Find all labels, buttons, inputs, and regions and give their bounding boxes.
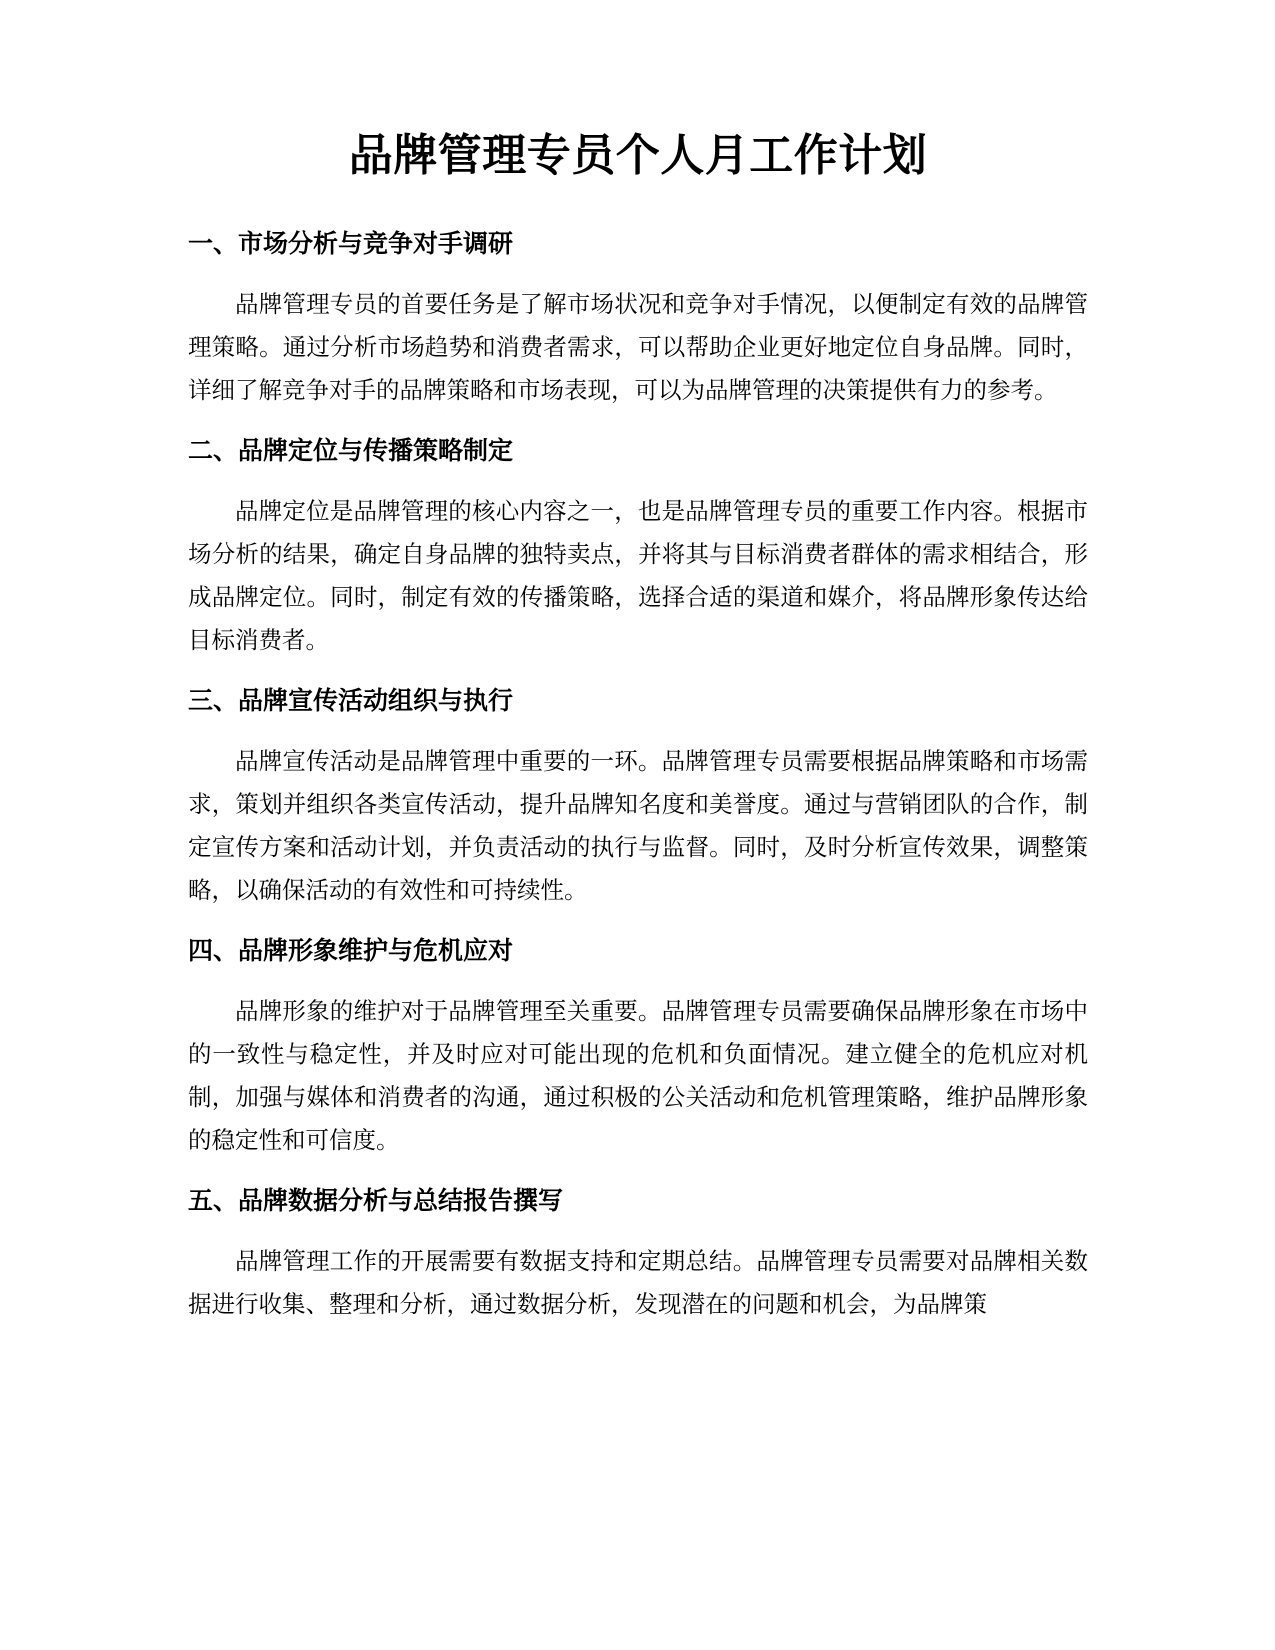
section-market-analysis (188, 229, 1088, 412)
section-heading: 三、品牌宣传活动组织与执行 (188, 685, 514, 715)
document-title: 品牌管理专员个人月工作计划 (348, 130, 928, 181)
section-paragraph: 品牌定位是品牌管理的核心内容之一，也是品牌管理专员的重要工作内容。根据市场分析的结果，确定自身品牌的独特卖点，并将其与目标消费者群体的需求相结合，形成品牌定位。同时，制定有效的传播策略，选择合适的渠道和媒介，将品牌形象传达给目标消费者。 (188, 496, 1088, 654)
section-heading: 四、品牌形象维护与危机应对 (188, 935, 514, 965)
section-brand-image-crisis (188, 936, 1088, 1162)
section-brand-campaigns (188, 686, 1088, 912)
section-paragraph: 品牌宣传活动是品牌管理中重要的一环。品牌管理专员需要根据品牌策略和市场需求，策划并组织各类宣传活动，提升品牌知名度和美誉度。通过与营销团队的合作，制定宣传方案和活动计划，并负责活动的执行与监督。同时，及时分析宣传效果，调整策略，以确保活动的有效性和可持续性。 (188, 746, 1088, 904)
section-paragraph: 品牌形象的维护对于品牌管理至关重要。品牌管理专员需要确保品牌形象在市场中的一致性与稳定性，并及时应对可能出现的危机和负面情况。建立健全的危机应对机制，加强与媒体和消费者的沟通，通过积极的公关活动和危机管理策略，维护品牌形象的稳定性和可信度。 (188, 996, 1088, 1154)
section-heading: 五、品牌数据分析与总结报告撰写 (188, 1185, 564, 1215)
document-content (188, 130, 1088, 1326)
section-brand-positioning (188, 436, 1088, 662)
section-paragraph: 品牌管理工作的开展需要有数据支持和定期总结。品牌管理专员需要对品牌相关数据进行收集、整理和分析，通过数据分析，发现潜在的问题和机会，为品牌策 (188, 1246, 1088, 1318)
section-heading: 二、品牌定位与传播策略制定 (188, 435, 514, 465)
section-paragraph: 品牌管理专员的首要任务是了解市场状况和竞争对手情况，以便制定有效的品牌管理策略。通过分析市场趋势和消费者需求，可以帮助企业更好地定位自身品牌。同时，详细了解竞争对手的品牌策略和市场表现，可以为品牌管理的决策提供有力的参考。 (188, 289, 1088, 404)
section-heading: 一、市场分析与竞争对手调研 (188, 228, 514, 258)
section-brand-data-report (188, 1186, 1088, 1326)
